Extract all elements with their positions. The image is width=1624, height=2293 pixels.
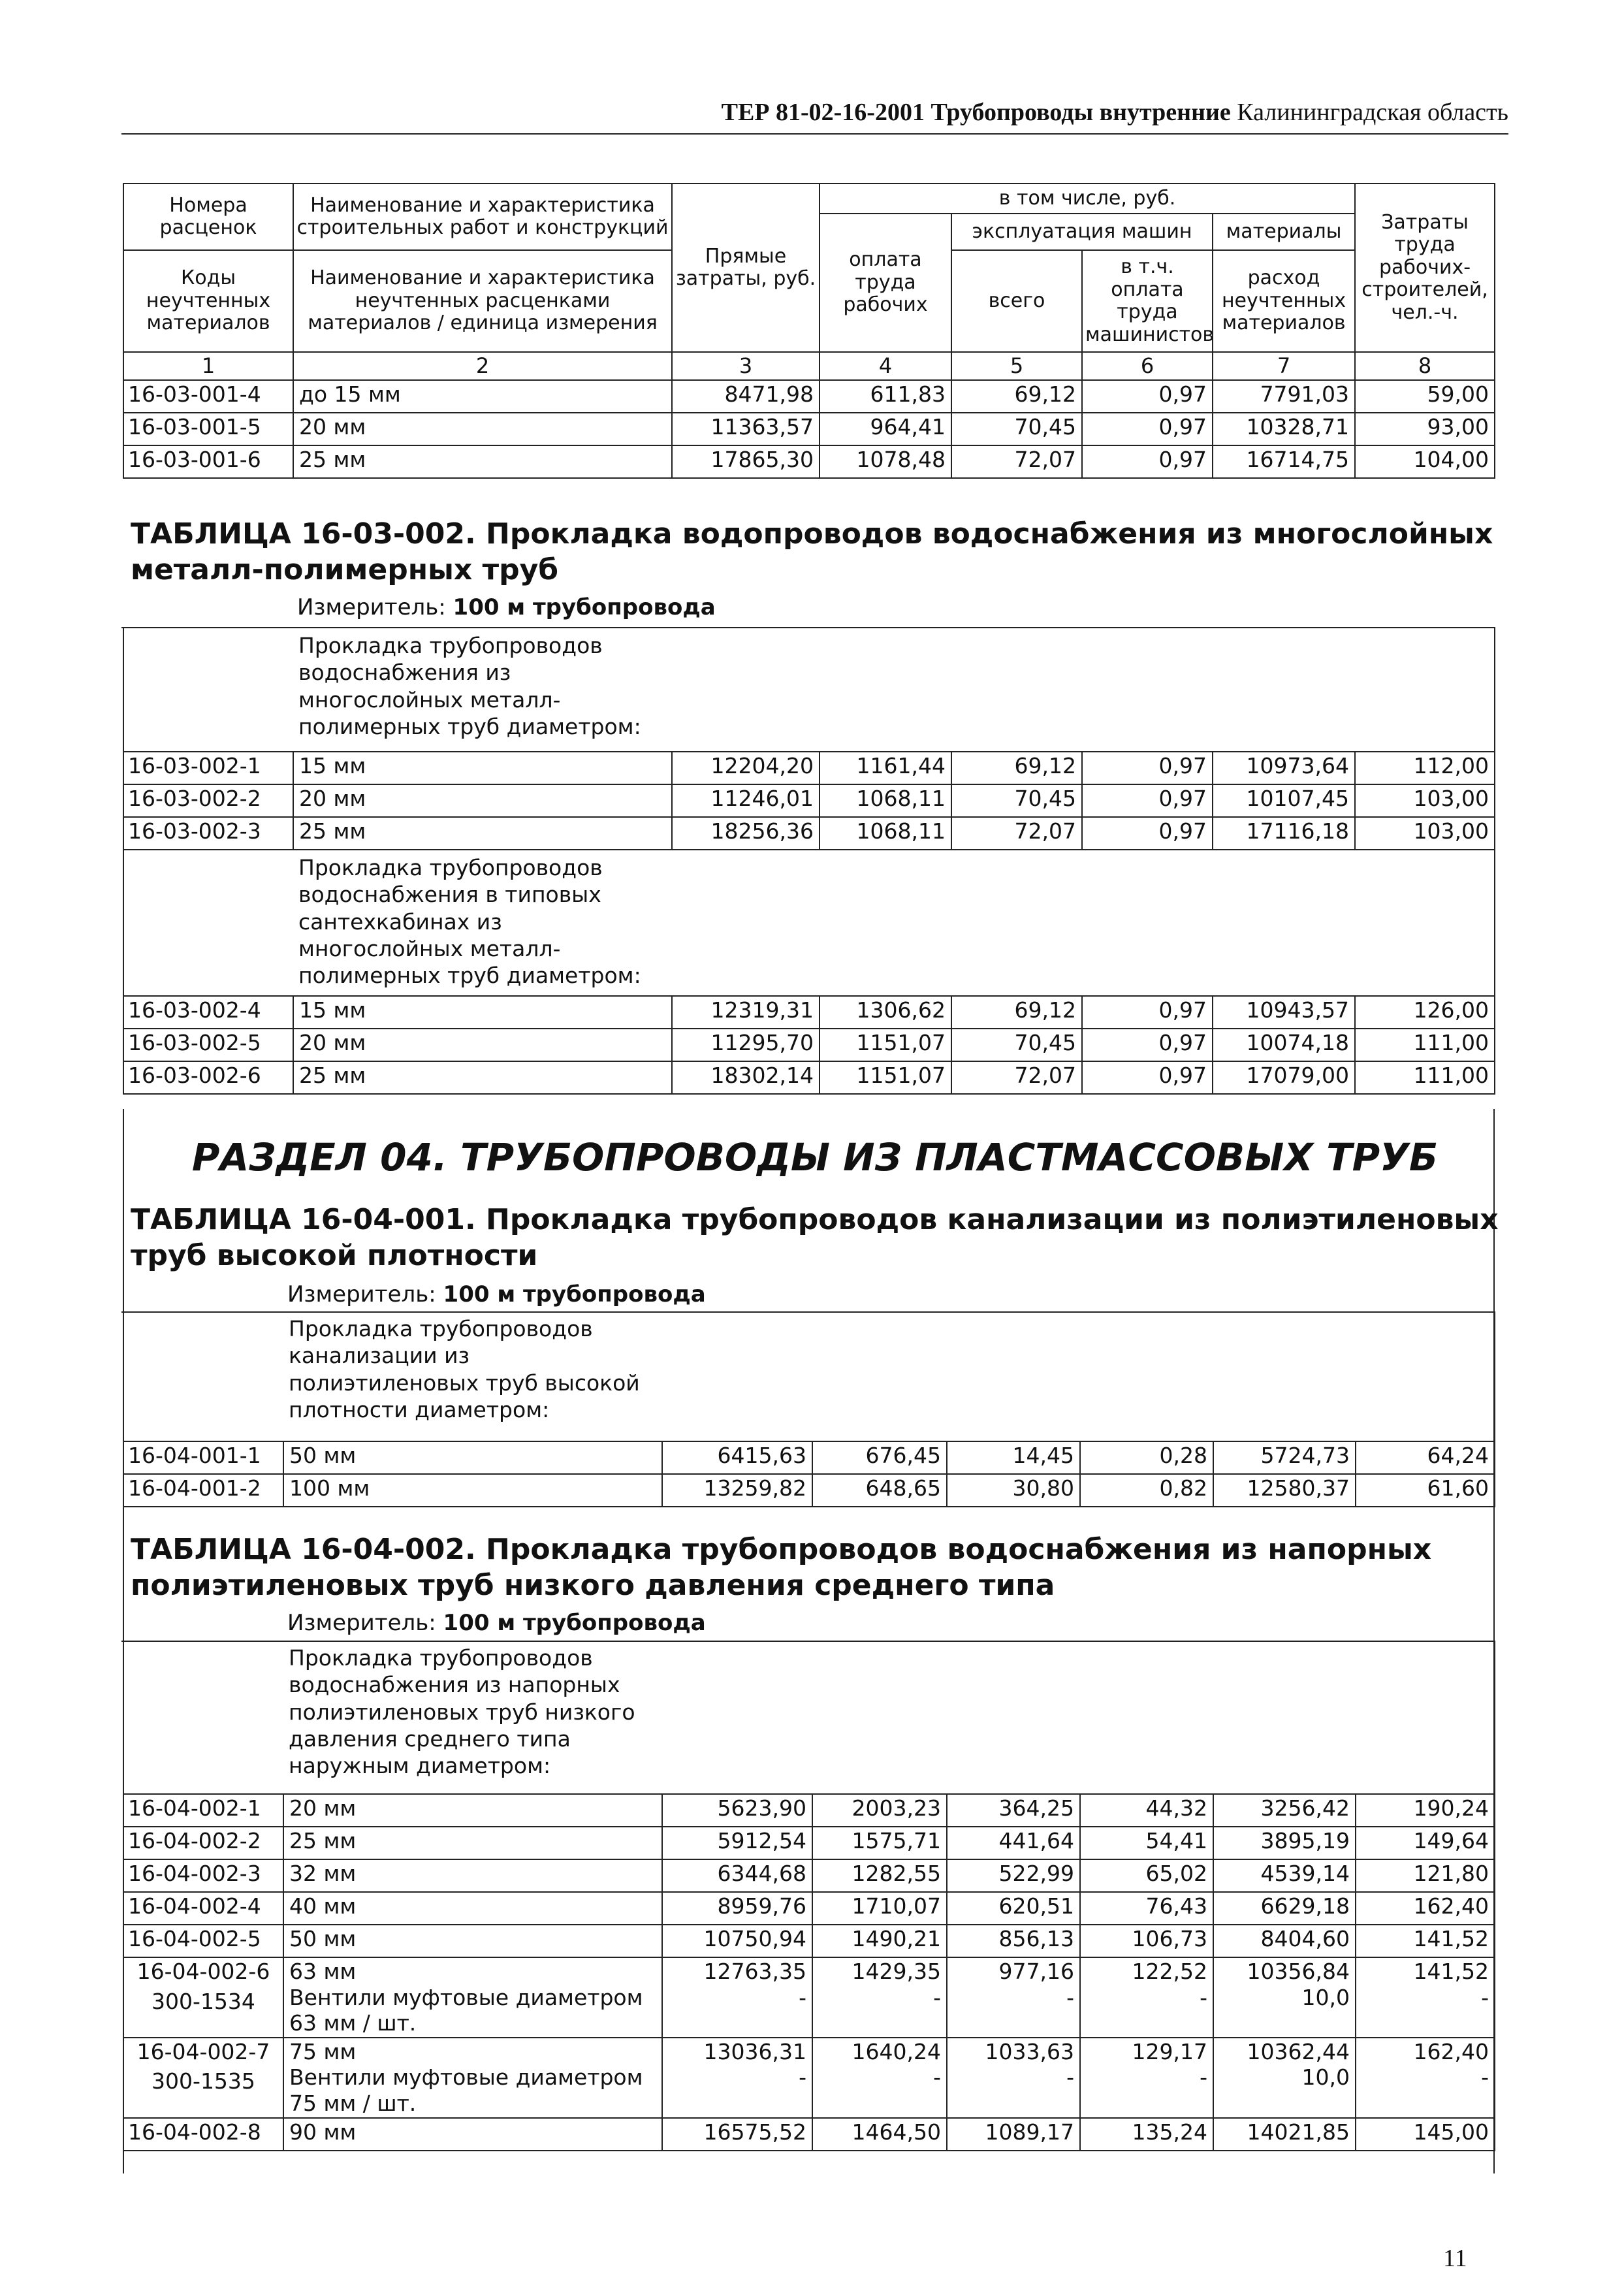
operator-pay-cell: 0,97 [1082, 784, 1213, 817]
table-row [123, 1441, 1495, 1474]
col-header-operator-pay: в т.ч. оплата труда машинистов [1082, 250, 1213, 352]
work-name-cell: 15 мм [293, 752, 672, 784]
rate-code-cell: 16-03-001-5 [123, 413, 293, 445]
rate-code-cell: 16-03-002-5 [123, 1029, 293, 1061]
worker-pay-cell: 1710,07 [812, 1892, 947, 1925]
labor-hours-cell [1356, 1957, 1495, 2038]
region: Калининградская область [1237, 99, 1508, 126]
measure-value: 100 м трубопровода [443, 1281, 706, 1307]
direct-costs-cell: 11246,01 [672, 784, 820, 817]
labor-hours-cell: 162,40 [1356, 1892, 1495, 1925]
section-title: РАЗДЕЛ 04. ТРУБОПРОВОДЫ ИЗ ПЛАСТМАССОВЫХ ТРУБ [191, 1135, 1439, 1179]
direct-costs-cell: 12319,31 [672, 996, 820, 1029]
value: 1033,63 [985, 2038, 1074, 2064]
table-row [123, 2038, 1495, 2118]
group-description: Прокладка трубопроводов водоснабжения из напорных полиэтиленовых труб низкого давления среднего типа наружным диаметром: [283, 1641, 662, 1794]
direct-costs-cell: 11363,57 [672, 413, 820, 445]
machines-total-cell: 30,80 [947, 1474, 1080, 1507]
machines-total-cell: 72,07 [951, 817, 1082, 850]
materials-cost-cell: 6629,18 [1213, 1892, 1356, 1925]
labor-hours-cell: 104,00 [1355, 445, 1495, 478]
work-name-cell: 90 мм [283, 2118, 662, 2151]
operator-pay-cell: 0,97 [1082, 380, 1213, 413]
col-num: 2 [293, 352, 672, 380]
table-row [123, 1794, 1495, 1827]
direct-costs-cell: 18302,14 [672, 1061, 820, 1094]
rate-code-cell: 16-03-001-4 [123, 380, 293, 413]
col-header-including: в том числе, руб. [820, 184, 1355, 214]
table-row [123, 2118, 1495, 2151]
labor-hours-cell: 126,00 [1355, 996, 1495, 1029]
value: 129,17 [1132, 2038, 1207, 2064]
operator-pay-cell: 106,73 [1080, 1925, 1213, 1957]
material-code: 300-1534 [151, 1988, 255, 2014]
work-name-cell: 50 мм [283, 1441, 662, 1474]
machines-total-cell: 70,45 [951, 784, 1082, 817]
operator-pay-cell [1080, 1957, 1213, 2038]
machines-total-cell: 856,13 [947, 1925, 1080, 1957]
labor-hours-cell: 64,24 [1356, 1441, 1495, 1474]
work-name-cell: 25 мм [293, 445, 672, 478]
rate-code-cell: 16-04-002-2 [123, 1827, 283, 1859]
rate-code-cell [123, 2038, 283, 2118]
labor-hours-cell: 103,00 [1355, 784, 1495, 817]
labor-hours-cell: 145,00 [1356, 2118, 1495, 2151]
direct-costs-cell [662, 1957, 812, 2038]
materials-cost-cell: 10328,71 [1213, 413, 1355, 445]
rate-code-cell: 16-03-001-6 [123, 445, 293, 478]
measure-label: Измеритель: [287, 1610, 436, 1636]
material-value: - [1200, 2064, 1207, 2091]
page-header [121, 98, 1508, 135]
material-value: - [1481, 1984, 1489, 2010]
worker-pay-cell: 1306,62 [820, 996, 951, 1029]
doc-code: ТЕР 81-02-16-2001 Трубопроводы внутренние [721, 99, 1231, 126]
table-title-16-04-001: ТАБЛИЦА 16-04-001. Прокладка трубопроводов канализации из полиэтиленовых труб высокой плотности [131, 1203, 1499, 1272]
labor-hours-cell: 61,60 [1356, 1474, 1495, 1507]
worker-pay-cell: 2003,23 [812, 1794, 947, 1827]
materials-cost-cell: 3256,42 [1213, 1794, 1356, 1827]
measure-value: 100 м трубопровода [443, 1610, 706, 1636]
rates-table-16-04-002 [123, 1641, 1495, 2151]
labor-hours-cell: 149,64 [1356, 1827, 1495, 1859]
measure-unit [287, 1281, 706, 1307]
direct-costs-cell: 10750,94 [662, 1925, 812, 1957]
rate-code-cell: 16-03-002-1 [123, 752, 293, 784]
rates-table-16-04-001 [123, 1311, 1495, 1507]
table-row [123, 445, 1495, 478]
rate-code-cell: 16-03-002-3 [123, 817, 293, 850]
table-row [123, 1957, 1495, 2038]
labor-hours-cell: 111,00 [1355, 1029, 1495, 1061]
materials-cost-cell: 8404,60 [1213, 1925, 1356, 1957]
measure-unit [287, 1610, 706, 1636]
operator-pay-cell: 0,82 [1080, 1474, 1213, 1507]
rate-code-cell: 16-04-002-8 [123, 2118, 283, 2151]
direct-costs-cell: 16575,52 [662, 2118, 812, 2151]
rate-code-cell: 16-04-001-1 [123, 1441, 283, 1474]
labor-hours-cell: 111,00 [1355, 1061, 1495, 1094]
operator-pay-cell: 0,28 [1080, 1441, 1213, 1474]
material-name: Вентили муфтовые диаметром 63 мм / шт. [289, 1984, 643, 2036]
table-row [123, 1061, 1495, 1094]
work-name-cell: 25 мм [293, 1061, 672, 1094]
labor-hours-cell: 112,00 [1355, 752, 1495, 784]
labor-hours-cell: 141,52 [1356, 1925, 1495, 1957]
direct-costs-cell: 11295,70 [672, 1029, 820, 1061]
col-num: 1 [123, 352, 293, 380]
group-description: Прокладка трубопроводов водоснабжения из многослойных металл-полимерных труб диаметром: [293, 628, 672, 752]
col-num: 5 [951, 352, 1082, 380]
measure-unit [297, 594, 716, 620]
table-row [123, 1474, 1495, 1507]
operator-pay-cell: 44,32 [1080, 1794, 1213, 1827]
worker-pay-cell: 648,65 [812, 1474, 947, 1507]
machines-total-cell: 70,45 [951, 1029, 1082, 1061]
direct-costs-cell: 6415,63 [662, 1441, 812, 1474]
value: 10362,44 [1247, 2038, 1350, 2064]
machines-total-cell: 522,99 [947, 1859, 1080, 1892]
rate-code-cell: 16-04-002-3 [123, 1859, 283, 1892]
machines-total-cell: 441,64 [947, 1827, 1080, 1859]
table-row [123, 413, 1495, 445]
operator-pay-cell: 135,24 [1080, 2118, 1213, 2151]
worker-pay-cell: 1161,44 [820, 752, 951, 784]
direct-costs-cell: 17865,30 [672, 445, 820, 478]
col-header-work-name: Наименование и характеристика строительных работ и конструкций [293, 184, 672, 250]
value: 1429,35 [852, 1959, 941, 1984]
value: 12763,35 [703, 1959, 806, 1984]
labor-hours-cell: 121,80 [1356, 1859, 1495, 1892]
table-title-16-04-002: ТАБЛИЦА 16-04-002. Прокладка трубопроводов водоснабжения из напорных полиэтиленовых труб низкого давления среднего типа [131, 1533, 1432, 1602]
material-value: 10,0 [1301, 2064, 1350, 2091]
col-header-materials: материалы [1213, 214, 1355, 250]
work-name: 63 мм [289, 1959, 357, 1984]
work-name-cell: 20 мм [283, 1794, 662, 1827]
worker-pay-cell: 1068,11 [820, 817, 951, 850]
operator-pay-cell: 0,97 [1082, 1029, 1213, 1061]
work-name: 75 мм [289, 2038, 357, 2064]
direct-costs-cell: 8959,76 [662, 1892, 812, 1925]
direct-costs-cell: 6344,68 [662, 1859, 812, 1892]
material-value: 10,0 [1301, 1984, 1350, 2010]
col-header-worker-pay: оплата труда рабочих [820, 214, 951, 352]
direct-costs-cell: 5623,90 [662, 1794, 812, 1827]
materials-cost-cell: 5724,73 [1213, 1441, 1356, 1474]
col-header-material-consumption: расход неучтенных материалов [1213, 250, 1355, 352]
col-num: 6 [1082, 352, 1213, 380]
operator-pay-cell: 65,02 [1080, 1859, 1213, 1892]
col-num: 7 [1213, 352, 1355, 380]
worker-pay-cell: 1068,11 [820, 784, 951, 817]
rate-code-cell: 16-03-002-2 [123, 784, 293, 817]
machines-total-cell [947, 1957, 1080, 2038]
worker-pay-cell: 676,45 [812, 1441, 947, 1474]
work-name-cell [283, 2038, 662, 2118]
col-header-material-codes: Коды неучтенных материалов [123, 250, 293, 352]
labor-hours-cell: 59,00 [1355, 380, 1495, 413]
rate-code-cell: 16-04-002-1 [123, 1794, 283, 1827]
rate-code-cell [123, 1957, 283, 2038]
col-num: 4 [820, 352, 951, 380]
materials-cost-cell: 12580,37 [1213, 1474, 1356, 1507]
table-row [123, 1925, 1495, 1957]
machines-total-cell: 70,45 [951, 413, 1082, 445]
worker-pay-cell: 1575,71 [812, 1827, 947, 1859]
materials-cost-cell: 14021,85 [1213, 2118, 1356, 2151]
labor-hours-cell: 93,00 [1355, 413, 1495, 445]
material-value: - [1200, 1984, 1207, 2010]
work-name-cell: 40 мм [283, 1892, 662, 1925]
table-row [123, 1859, 1495, 1892]
worker-pay-cell: 611,83 [820, 380, 951, 413]
worker-pay-cell [812, 1957, 947, 2038]
machines-total-cell [947, 2038, 1080, 2118]
value: 977,16 [998, 1959, 1074, 1984]
rate-code-cell: 16-04-002-4 [123, 1892, 283, 1925]
table-row [123, 817, 1495, 850]
work-name-cell: до 15 мм [293, 380, 672, 413]
value: 141,52 [1413, 1959, 1489, 1984]
material-value: - [933, 1984, 941, 2010]
table-row [123, 1827, 1495, 1859]
col-header-direct-costs: Прямые затраты, руб. [672, 184, 820, 352]
direct-costs-cell: 5912,54 [662, 1827, 812, 1859]
worker-pay-cell: 1464,50 [812, 2118, 947, 2151]
operator-pay-cell: 0,97 [1082, 445, 1213, 478]
material-value: - [1066, 1984, 1074, 2010]
work-name-cell: 25 мм [293, 817, 672, 850]
labor-hours-cell [1356, 2038, 1495, 2118]
work-name-cell [283, 1957, 662, 2038]
work-name-cell: 20 мм [293, 1029, 672, 1061]
materials-cost-cell: 17116,18 [1213, 817, 1355, 850]
materials-cost-cell: 4539,14 [1213, 1859, 1356, 1892]
table-row [123, 752, 1495, 784]
worker-pay-cell: 1282,55 [812, 1859, 947, 1892]
work-name-cell: 15 мм [293, 996, 672, 1029]
rate-code-cell: 16-03-002-4 [123, 996, 293, 1029]
material-code: 300-1535 [151, 2068, 255, 2094]
table-row [123, 380, 1495, 413]
operator-pay-cell: 76,43 [1080, 1892, 1213, 1925]
machines-total-cell: 69,12 [951, 380, 1082, 413]
operator-pay-cell: 54,41 [1080, 1827, 1213, 1859]
work-name-cell: 25 мм [283, 1827, 662, 1859]
direct-costs-cell: 8471,98 [672, 380, 820, 413]
machines-total-cell: 72,07 [951, 1061, 1082, 1094]
materials-cost-cell [1213, 2038, 1356, 2118]
machines-total-cell: 69,12 [951, 996, 1082, 1029]
page-number: 11 [1443, 2245, 1467, 2272]
table-row [123, 996, 1495, 1029]
value: 10356,84 [1247, 1959, 1350, 1984]
material-value: - [1481, 2064, 1489, 2091]
machines-total-cell: 1089,17 [947, 2118, 1080, 2151]
machines-total-cell: 14,45 [947, 1441, 1080, 1474]
direct-costs-cell [662, 2038, 812, 2118]
machines-total-cell: 69,12 [951, 752, 1082, 784]
materials-cost-cell: 7791,03 [1213, 380, 1355, 413]
labor-hours-cell: 190,24 [1356, 1794, 1495, 1827]
operator-pay-cell: 0,97 [1082, 817, 1213, 850]
work-name-cell: 20 мм [293, 784, 672, 817]
machines-total-cell: 364,25 [947, 1794, 1080, 1827]
direct-costs-cell: 18256,36 [672, 817, 820, 850]
material-value: - [799, 1984, 806, 2010]
labor-hours-cell: 103,00 [1355, 817, 1495, 850]
materials-cost-cell [1213, 1957, 1356, 2038]
value: 122,52 [1132, 1959, 1207, 1984]
material-name: Вентили муфтовые диаметром 75 мм / шт. [289, 2064, 643, 2116]
value: 162,40 [1413, 2038, 1489, 2064]
worker-pay-cell: 1151,07 [820, 1061, 951, 1094]
operator-pay-cell: 0,97 [1082, 996, 1213, 1029]
operator-pay-cell: 0,97 [1082, 752, 1213, 784]
material-value: - [799, 2064, 806, 2091]
direct-costs-cell: 12204,20 [672, 752, 820, 784]
work-name-cell: 20 мм [293, 413, 672, 445]
operator-pay-cell [1080, 2038, 1213, 2118]
table-row [123, 1892, 1495, 1925]
material-value: - [1066, 2064, 1074, 2091]
work-name-cell: 100 мм [283, 1474, 662, 1507]
group-description: Прокладка трубопроводов водоснабжения в типовых сантехкабинах из многослойных металл-полимерных труб диаметром: [293, 850, 672, 996]
work-name-cell: 32 мм [283, 1859, 662, 1892]
col-header-material-name: Наименование и характеристика неучтенных расценками материалов / единица измерения [293, 250, 672, 352]
rate-code: 16-04-002-6 [136, 1959, 270, 1984]
measure-label: Измеритель: [297, 594, 446, 620]
material-value: - [933, 2064, 941, 2091]
machines-total-cell: 72,07 [951, 445, 1082, 478]
worker-pay-cell: 1078,48 [820, 445, 951, 478]
materials-cost-cell: 10074,18 [1213, 1029, 1355, 1061]
value: 13036,31 [703, 2038, 806, 2064]
direct-costs-cell: 13259,82 [662, 1474, 812, 1507]
table-title-16-03-002: ТАБЛИЦА 16-03-002. Прокладка водопроводов водоснабжения из многослойных металл-полимерных труб [131, 517, 1493, 586]
measure-label: Измеритель: [287, 1281, 436, 1307]
measure-value: 100 м трубопровода [453, 594, 716, 620]
table-row [123, 784, 1495, 817]
worker-pay-cell: 1490,21 [812, 1925, 947, 1957]
rate-code-cell: 16-04-001-2 [123, 1474, 283, 1507]
rate-code-cell: 16-04-002-5 [123, 1925, 283, 1957]
table-row [123, 1029, 1495, 1061]
worker-pay-cell: 1151,07 [820, 1029, 951, 1061]
col-header-labor: Затраты труда рабочих-строителей, чел.-ч. [1355, 184, 1495, 352]
materials-cost-cell: 10943,57 [1213, 996, 1355, 1029]
col-num: 3 [672, 352, 820, 380]
rates-table-16-03-002 [123, 627, 1495, 1095]
machines-total-cell: 620,51 [947, 1892, 1080, 1925]
rate-code-cell: 16-03-002-6 [123, 1061, 293, 1094]
worker-pay-cell: 964,41 [820, 413, 951, 445]
worker-pay-cell [812, 2038, 947, 2118]
col-header-machines: эксплуатация машин [951, 214, 1213, 250]
col-num: 8 [1355, 352, 1495, 380]
value: 1640,24 [852, 2038, 941, 2064]
rates-table-16-03-001 [123, 183, 1495, 479]
operator-pay-cell: 0,97 [1082, 1061, 1213, 1094]
operator-pay-cell: 0,97 [1082, 413, 1213, 445]
rate-code: 16-04-002-7 [136, 2038, 270, 2064]
group-description: Прокладка трубопроводов канализации из полиэтиленовых труб высокой плотности диаметром: [283, 1311, 662, 1441]
col-header-rate-numbers: Номера расценок [123, 184, 293, 250]
materials-cost-cell: 10973,64 [1213, 752, 1355, 784]
materials-cost-cell: 3895,19 [1213, 1827, 1356, 1859]
materials-cost-cell: 16714,75 [1213, 445, 1355, 478]
materials-cost-cell: 10107,45 [1213, 784, 1355, 817]
col-header-machines-total: всего [951, 250, 1082, 352]
materials-cost-cell: 17079,00 [1213, 1061, 1355, 1094]
work-name-cell: 50 мм [283, 1925, 662, 1957]
